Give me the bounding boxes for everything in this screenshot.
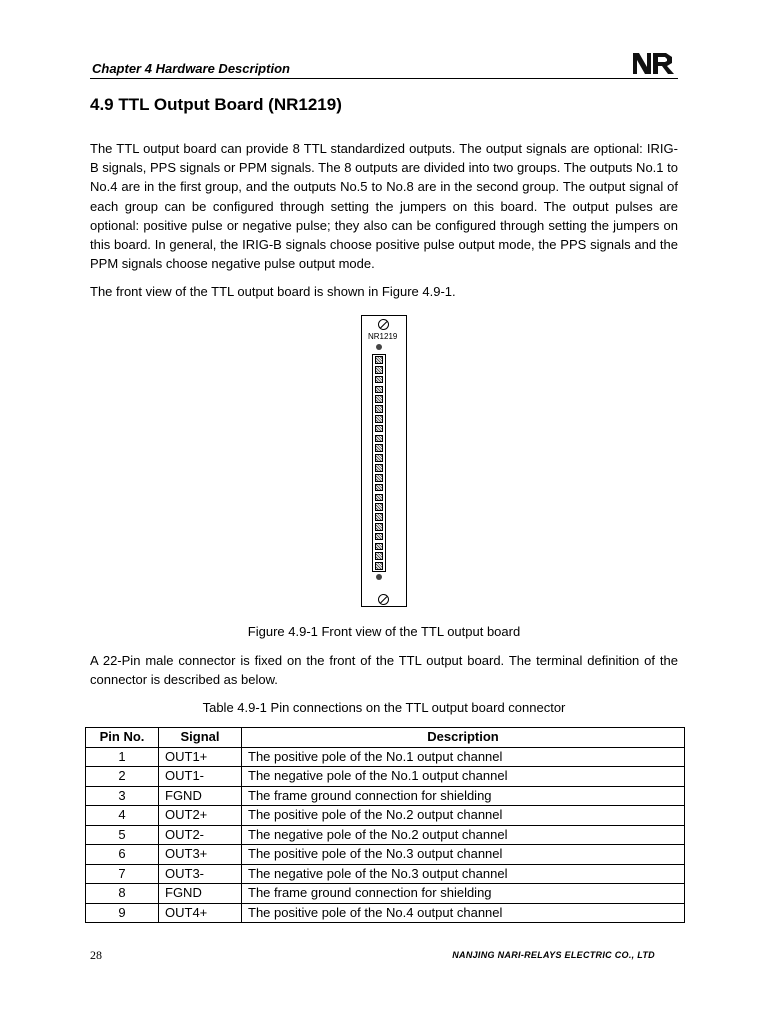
table-caption: Table 4.9-1 Pin connections on the TTL output board connector [202,700,566,715]
table-row [86,747,685,767]
nr-logo-icon [632,50,676,76]
company-name: NANJING NARI-RELAYS ELECTRIC CO., LTD [452,950,655,960]
cell-pin-no: 9 [86,903,159,923]
cell-description: The frame ground connection for shielding [242,884,685,904]
cell-signal: OUT4+ [159,903,242,923]
cell-signal: OUT1+ [159,747,242,767]
connector-pin [375,523,383,531]
figure-caption: Figure 4.9-1 Front view of the TTL output board [247,624,521,639]
connector-pin [375,552,383,560]
pin-connector [372,354,386,572]
table-row [86,767,685,787]
connector-pin [375,356,383,364]
connector-pin [375,503,383,511]
cell-pin-no: 1 [86,747,159,767]
table-header-row [86,728,685,748]
chapter-title: Chapter 4 Hardware Description [92,61,290,76]
table-row [86,786,685,806]
board-front-panel [361,315,407,607]
section-title: 4.9 TTL Output Board (NR1219) [90,95,342,114]
connector-pin [375,386,383,394]
cell-signal: OUT3- [159,864,242,884]
connector-pin [375,494,383,502]
connector-pin [375,474,383,482]
connector-pin [375,444,383,452]
front-view-paragraph: The front view of the TTL output board is shown in Figure 4.9-1. [90,284,456,299]
cell-signal: OUT2- [159,825,242,845]
intro-paragraph: The TTL output board can provide 8 TTL standardized outputs. The output signals are optional: IRIG-B signals, PPS signals or PPM signals. The 8 outputs are divided into two groups. The outputs No.1 to No.4 are in the first group, and the outputs No.5 to No.8 are in the second group. The output signal of each group can be configured through setting the jumpers on this board. The output pulses are optional: positive pulse or negative pulse; they also can be configured through setting the jumpers on this board. In general, the IRIG-B signals choose positive pulse output mode, the PPS signals and the PPM signals choose negative pulse output mode. [90,141,678,272]
cell-description: The negative pole of the No.3 output channel [242,864,685,884]
connector-pin [375,543,383,551]
table-row [86,864,685,884]
cell-description: The positive pole of the No.4 output channel [242,903,685,923]
page-header [90,50,678,79]
cell-description: The positive pole of the No.1 output channel [242,747,685,767]
connector-pin [375,562,383,570]
connector-pin [375,533,383,541]
connector-pin [375,376,383,384]
cell-signal: OUT1- [159,767,242,787]
table-row [86,806,685,826]
connector-pin [375,513,383,521]
table-row [86,845,685,865]
connector-pin [375,405,383,413]
table-row [86,825,685,845]
connector-pin [375,395,383,403]
top-led-icon [376,344,382,350]
connector-pin [375,415,383,423]
connector-paragraph: A 22-Pin male connector is fixed on the front of the TTL output board. The terminal definition of the connector is described as below. [90,653,678,688]
cell-signal: FGND [159,786,242,806]
cell-description: The positive pole of the No.3 output channel [242,845,685,865]
header-pin-no: Pin No. [86,728,159,748]
cell-pin-no: 3 [86,786,159,806]
top-screw-icon [378,319,389,330]
cell-pin-no: 8 [86,884,159,904]
bottom-led-icon [376,574,382,580]
cell-pin-no: 7 [86,864,159,884]
cell-description: The positive pole of the No.2 output channel [242,806,685,826]
connector-pin [375,435,383,443]
cell-pin-no: 6 [86,845,159,865]
table-row [86,884,685,904]
connector-pin [375,484,383,492]
connector-pin [375,454,383,462]
cell-signal: FGND [159,884,242,904]
connector-pin [375,464,383,472]
page-number: 28 [90,948,102,962]
cell-description: The negative pole of the No.2 output channel [242,825,685,845]
panel-label: NR1219 [368,332,398,341]
header-description: Description [242,728,685,748]
bottom-screw-icon [378,594,389,605]
header-signal: Signal [159,728,242,748]
connector-pin [375,425,383,433]
cell-signal: OUT2+ [159,806,242,826]
pin-table [85,727,685,923]
table-row [86,903,685,923]
cell-description: The frame ground connection for shielding [242,786,685,806]
connector-pin [375,366,383,374]
cell-description: The negative pole of the No.1 output channel [242,767,685,787]
cell-pin-no: 5 [86,825,159,845]
cell-pin-no: 2 [86,767,159,787]
cell-pin-no: 4 [86,806,159,826]
cell-signal: OUT3+ [159,845,242,865]
